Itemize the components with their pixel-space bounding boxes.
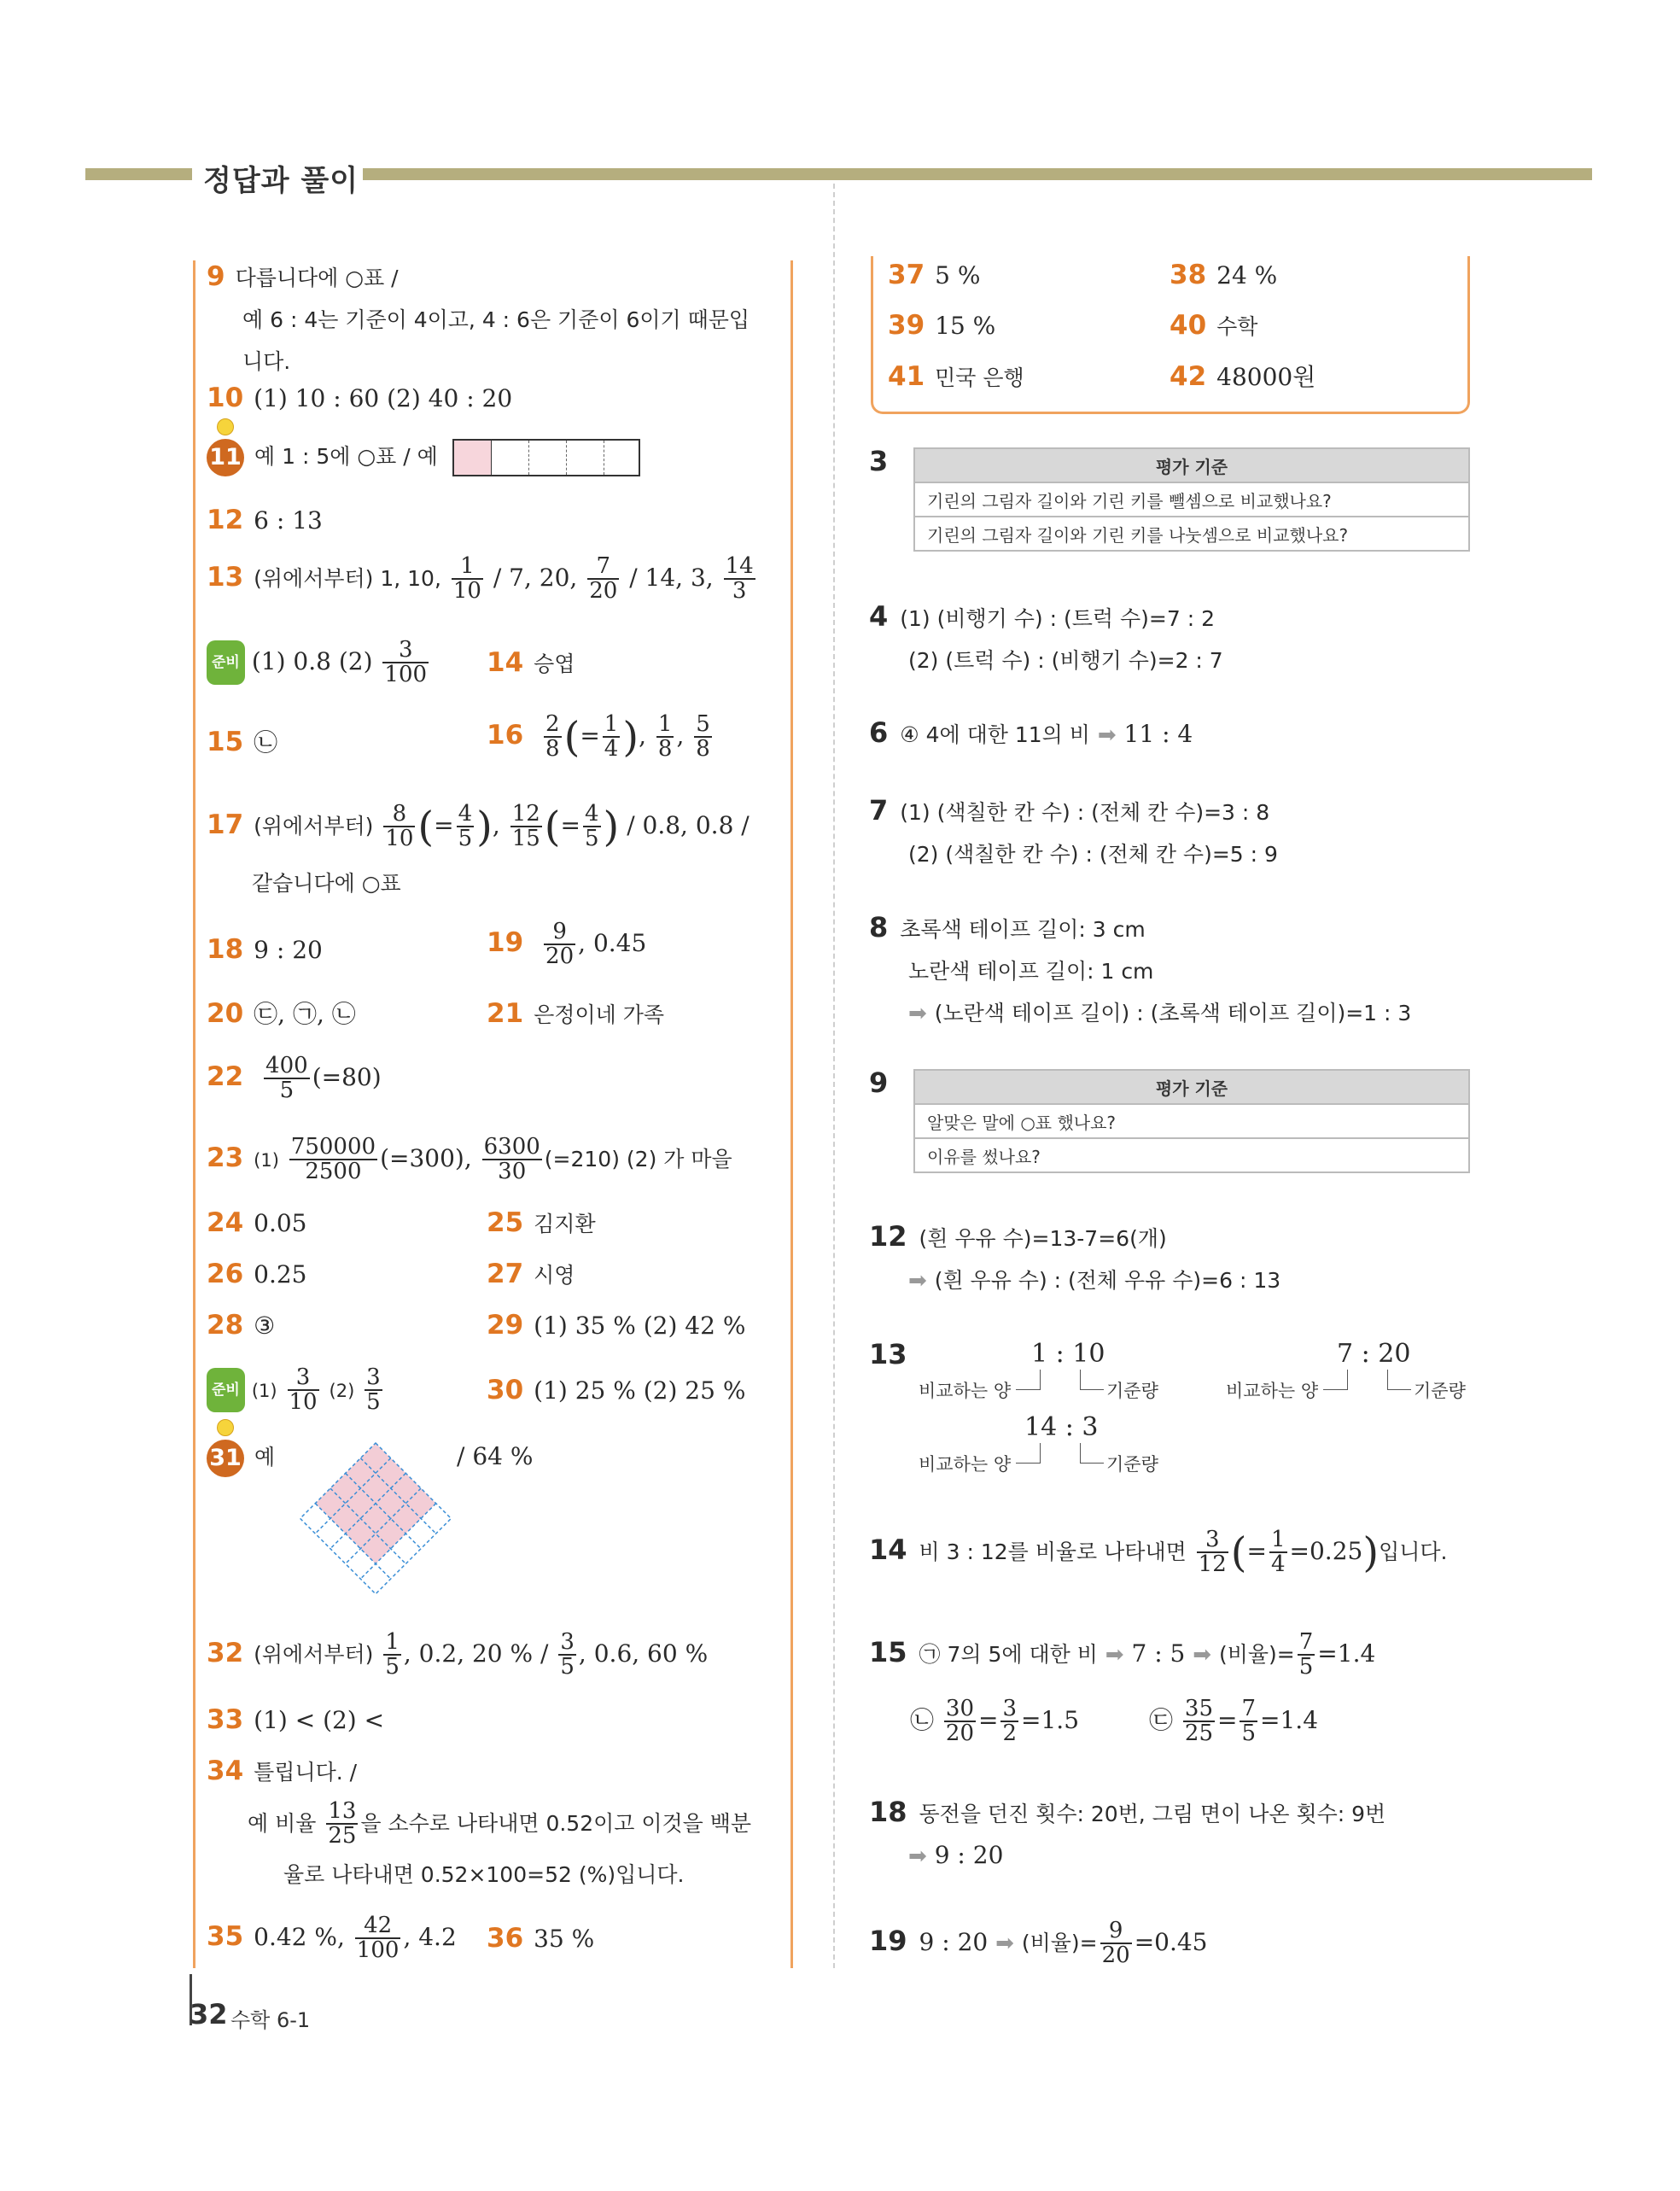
solution-15-c: ㉢ $\frac{35}{25}$ = $\frac{7}{5}$ =1.4 bbox=[1149, 1696, 1319, 1747]
star-question-31: 31 bbox=[207, 1440, 244, 1477]
answer-35: 35 0.42 %, $\frac{42}{100}$ , 4.2 bbox=[207, 1913, 457, 1964]
answer-30: 30 (1) 25 % (2) 25 % bbox=[487, 1375, 746, 1405]
solution-3: 3 bbox=[869, 445, 889, 477]
solution-9: 9 bbox=[869, 1066, 889, 1099]
bracket bbox=[1016, 1389, 1040, 1390]
solution-14: 14 비 3 : 12를 비율로 나타내면 $\frac{3}{12}$ (= $\frac{1}{4}$ =0.25)입니다. bbox=[869, 1527, 1448, 1578]
arrow-icon: ➡ bbox=[908, 1001, 927, 1026]
answer-29: 29 (1) 35 % (2) 42 % bbox=[487, 1310, 746, 1341]
arrow-icon: ➡ bbox=[1193, 1641, 1212, 1668]
left-column-rule-right bbox=[790, 260, 793, 1968]
answer-13: 13 (위에서부터) 1, 10, $\frac{1}{10}$ / 7, 20, $\frac{7}{20}$ / 14, 3, $\frac{14}{3}$ bbox=[207, 553, 754, 605]
box-answer-41: 41 민국 은행 bbox=[888, 361, 1024, 392]
solution-15-b: ㉡ $\frac{30}{20}$ = $\frac{3}{2}$ =1.5 bbox=[910, 1696, 1080, 1747]
answer-36: 36 35 % bbox=[487, 1923, 595, 1954]
ratio-1-10: 1 : 10 bbox=[1031, 1339, 1105, 1369]
bracket bbox=[1387, 1389, 1411, 1390]
box-answer-40: 40 수학 bbox=[1170, 310, 1258, 341]
answer-9: 9 다릅니다에 ○표 / 예 6 : 4는 기준이 4이고, 4 : 6은 기준이 6이기 때문입 니다. bbox=[207, 261, 750, 374]
bracket bbox=[1387, 1370, 1388, 1390]
solution-15: 15 ㉠ 7의 5에 대한 비 ➡ 7 : 5 ➡ (비율)= $\frac{7}{5}$ =1.4 bbox=[869, 1629, 1376, 1680]
arrow-icon: ➡ bbox=[908, 1843, 927, 1869]
box-answer-42: 42 48000원 bbox=[1170, 361, 1316, 392]
compare-label: 비교하는 양 bbox=[919, 1454, 1012, 1475]
answer-31-percent: / 64 % bbox=[457, 1442, 534, 1470]
base-label: 기준량 bbox=[1414, 1381, 1466, 1401]
smile-icon bbox=[217, 418, 234, 435]
compare-label: 비교하는 양 bbox=[1226, 1381, 1319, 1401]
answer-17: 17 (위에서부터) $\frac{8}{10}$ (= $\frac{4}{5}$ ), $\frac{12}{15}$ (= $\frac{4}{5}$ ) / 0.8, 0.8 / bbox=[207, 801, 750, 852]
diamond-grid bbox=[290, 1434, 461, 1605]
answer-12: 12 6 : 13 bbox=[207, 505, 323, 535]
solution-18: 18 동전을 던진 횟수: 20번, 그림 면이 나온 횟수: 9번 ➡ 9 : 20 bbox=[869, 1796, 1386, 1869]
base-label: 기준량 bbox=[1106, 1454, 1158, 1475]
prep-answer-1: 준비 (1) 0.8 (2) $\frac{3}{100}$ bbox=[207, 639, 431, 687]
grading-table-3: 평가 기준 기린의 그림자 길이와 기린 키를 뺄셈으로 비교했나요? 기린의 그림자 길이와 기린 키를 나눗셈으로 비교했나요? bbox=[913, 447, 1470, 552]
answer-17-line2: 같습니다에 ○표 bbox=[252, 871, 401, 896]
bracket bbox=[1080, 1463, 1104, 1464]
answer-28: 28 ③ bbox=[207, 1310, 276, 1341]
solution-4: 4 (1) (비행기 수) : (트럭 수)=7 : 2 (2) (트럭 수) : (비행기 수)=2 : 7 bbox=[869, 600, 1223, 673]
page-number: 32 bbox=[190, 1998, 228, 2030]
page-title: 정답과 풀이 bbox=[203, 164, 359, 198]
answer-34: 34 틀립니다. / 예 비율 $\frac{13}{25}$ 을 소수로 나타내면 0.52이고 이것을 백분 율로 나타내면 0.52×100=52 (%)입니다. bbox=[207, 1756, 752, 1887]
compare-label: 비교하는 양 bbox=[919, 1381, 1012, 1401]
bracket bbox=[1040, 1443, 1041, 1464]
answer-31: 31 예 bbox=[207, 1436, 275, 1478]
star-question-11: 11 bbox=[207, 439, 244, 476]
bracket bbox=[1040, 1370, 1041, 1390]
answer-16: 16 $\frac{2}{8}$ (= $\frac{1}{4}$ ), $\frac{1}{8}$ , $\frac{5}{8}$ bbox=[487, 711, 710, 762]
answer-11: 11 예 1 : 5에 ○표 / 예 bbox=[207, 435, 640, 477]
arrow-icon: ➡ bbox=[1097, 722, 1117, 748]
bracket bbox=[1347, 1370, 1348, 1390]
box-answer-37: 37 5 % bbox=[888, 260, 981, 290]
answer-14: 14 승엽 bbox=[487, 647, 575, 678]
answer-24: 24 0.05 bbox=[207, 1207, 307, 1238]
solution-6: 6 ④ 4에 대한 11의 비 ➡ 11 : 4 bbox=[869, 716, 1193, 749]
arrow-icon: ➡ bbox=[908, 1268, 927, 1294]
arrow-icon: ➡ bbox=[1105, 1641, 1124, 1668]
answer-18: 18 9 : 20 bbox=[207, 934, 323, 965]
bracket bbox=[1080, 1370, 1081, 1390]
answer-10: 10 (1) 10 : 60 (2) 40 : 20 bbox=[207, 383, 513, 413]
bracket bbox=[1080, 1389, 1104, 1390]
column-divider bbox=[833, 184, 835, 1968]
answer-32: 32 (위에서부터) $\frac{1}{5}$ , 0.2, 20 % / $\frac{3}{5}$ , 0.6, 60 % bbox=[207, 1629, 709, 1680]
answer-25: 25 김지환 bbox=[487, 1207, 596, 1238]
header-bar-right bbox=[363, 168, 1592, 180]
smile-icon bbox=[217, 1419, 234, 1436]
box-answer-39: 39 15 % bbox=[888, 310, 996, 341]
solution-12: 12 (흰 우유 수)=13-7=6(개) ➡ (흰 우유 수) : (전체 우유 수)=6 : 13 bbox=[869, 1220, 1281, 1294]
answer-21: 21 은정이네 가족 bbox=[487, 998, 664, 1029]
solution-7: 7 (1) (색칠한 칸 수) : (전체 칸 수)=3 : 8 (2) (색칠한 칸 수) : (전체 칸 수)=5 : 9 bbox=[869, 794, 1278, 867]
box-answer-38: 38 24 % bbox=[1170, 260, 1278, 290]
arrow-icon: ➡ bbox=[995, 1930, 1014, 1956]
left-column-rule bbox=[193, 260, 195, 1968]
solution-8: 8 초록색 테이프 길이: 3 cm 노란색 테이프 길이: 1 cm ➡ (노란색 테이프 길이) : (초록색 테이프 길이)=1 : 3 bbox=[869, 911, 1412, 1026]
answer-22: 22 $\frac{400}{5}$ (=80) bbox=[207, 1053, 382, 1104]
answer-27: 27 시영 bbox=[487, 1259, 575, 1289]
answer-19: 19 $\frac{9}{20}$ , 0.45 bbox=[487, 919, 647, 970]
answer-33: 33 (1) < (2) < bbox=[207, 1704, 385, 1735]
ratio-14-3: 14 : 3 bbox=[1024, 1412, 1099, 1442]
grading-table-9: 평가 기준 알맞은 말에 ○표 했나요? 이유를 썼나요? bbox=[913, 1069, 1470, 1173]
answer-20: 20 ㉢, ㉠, ㉡ bbox=[207, 998, 356, 1029]
answer-15: 15 ㉡ bbox=[207, 727, 278, 757]
bracket bbox=[1080, 1443, 1081, 1464]
footer-subject: 수학 6-1 bbox=[230, 2008, 311, 2032]
header-bar-left bbox=[85, 168, 192, 180]
base-label: 기준량 bbox=[1106, 1381, 1158, 1401]
ratio-7-20: 7 : 20 bbox=[1337, 1339, 1411, 1369]
answer-23: 23 (1) $\frac{750000}{2500}$ (=300), $\frac{6300}{30}$ (=210) (2) 가 마을 bbox=[207, 1134, 732, 1185]
prep-answer-2: 준비 (1) $\frac{3}{10}$ (2) $\frac{3}{5}$ bbox=[207, 1366, 385, 1415]
solution-13: 13 bbox=[869, 1338, 907, 1370]
bracket bbox=[1016, 1463, 1040, 1464]
solution-19: 19 9 : 20 ➡ (비율)= $\frac{9}{20}$ =0.45 bbox=[869, 1918, 1208, 1969]
answer-26: 26 0.25 bbox=[207, 1259, 307, 1289]
bracket bbox=[1323, 1389, 1347, 1390]
ratio-tape bbox=[452, 439, 640, 476]
